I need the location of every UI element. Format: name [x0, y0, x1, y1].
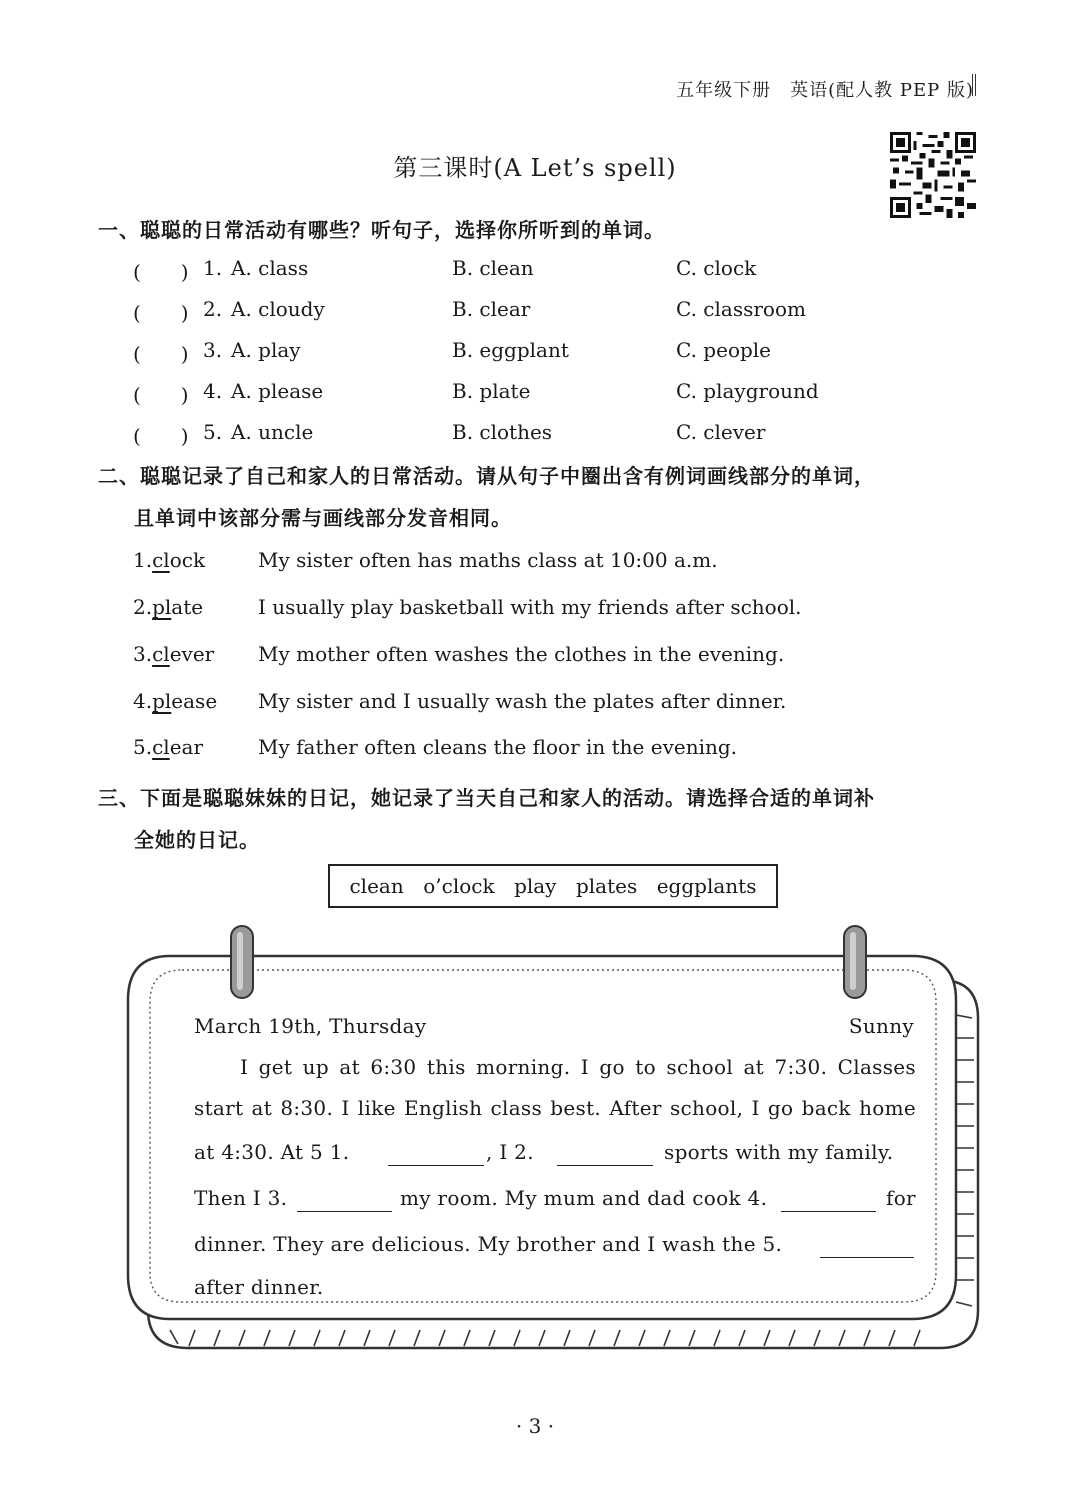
diary-line: start at 8:30. I like English class best. After school, I go back home — [194, 1096, 916, 1120]
option-b: B. clear — [452, 297, 531, 321]
option-a: A. class — [231, 256, 309, 280]
word-bank-item: clean — [349, 874, 404, 898]
example-word: 3.clever — [133, 642, 215, 666]
word-bank-box — [328, 864, 778, 908]
lesson-title: 第三课时(A Let’s spell) — [393, 154, 677, 182]
diary-line: I get up at 6:30 this morning. I go to school at 7:30. Classes — [240, 1055, 916, 1079]
option-c: C. clock — [676, 256, 757, 280]
diary-line: dinner. They are delicious. My brother and I wash the 5. — [194, 1232, 783, 1256]
option-b: B. eggplant — [452, 338, 569, 362]
book-header: 五年级下册 英语(配人教 PEP 版) — [676, 80, 974, 101]
option-a: A. uncle — [231, 420, 314, 444]
word-bank-item: play — [514, 874, 557, 898]
word-bank-item: o’clock — [423, 874, 495, 898]
section2-heading-line2: 且单词中该部分需与画线部分发音相同。 — [134, 506, 512, 530]
diary-line: Then I 3. — [194, 1186, 288, 1210]
section3-heading-line1: 三、下面是聪聪妹妹的日记，她记录了当天自己和家人的活动。请选择合适的单词补 — [98, 786, 875, 810]
word-bank-item: eggplants — [656, 874, 757, 898]
diary-line: at 4:30. At 5 1. — [194, 1140, 350, 1164]
option-c: C. people — [676, 338, 772, 362]
blank-4-input[interactable] — [781, 1193, 876, 1212]
section2-heading-line1: 二、聪聪记录了自己和家人的日常活动。请从句子中圈出含有例词画线部分的单词， — [98, 464, 875, 488]
option-a: A. cloudy — [231, 297, 325, 321]
sentence[interactable]: My father often cleans the floor in the evening. — [258, 735, 738, 759]
example-word: 2.plate — [133, 595, 204, 619]
option-c: C. playground — [676, 379, 819, 403]
diary-line: my room. My mum and dad cook 4. — [400, 1186, 768, 1210]
diary-line: for — [886, 1186, 916, 1210]
blank-1-input[interactable] — [388, 1147, 484, 1166]
word-bank-item: plates — [575, 874, 638, 898]
blank-5-input[interactable] — [820, 1239, 914, 1258]
diary-weather: Sunny — [848, 1014, 914, 1038]
answer-bracket[interactable]: ( ) — [133, 260, 189, 284]
answer-bracket[interactable]: ( ) — [133, 301, 189, 325]
blank-3-input[interactable] — [297, 1193, 392, 1212]
option-a: A. please — [231, 379, 324, 403]
option-b: B. clean — [452, 256, 534, 280]
example-word: 1.clock — [133, 548, 206, 572]
option-b: B. clothes — [452, 420, 553, 444]
item-number: 2. — [203, 297, 223, 321]
diary-line: after dinner. — [194, 1275, 324, 1299]
option-a: A. play — [231, 338, 301, 362]
item-number: 1. — [203, 256, 223, 280]
example-word: 4.please — [133, 689, 218, 713]
answer-bracket[interactable]: ( ) — [133, 383, 189, 407]
sentence[interactable]: My mother often washes the clothes in the evening. — [258, 642, 785, 666]
sentence[interactable]: My sister and I usually wash the plates after dinner. — [258, 689, 787, 713]
option-c: C. clever — [676, 420, 766, 444]
item-number: 3. — [203, 338, 223, 362]
option-c: C. classroom — [676, 297, 806, 321]
sentence[interactable]: I usually play basketball with my friends after school. — [258, 595, 802, 619]
header-bar-mark — [972, 74, 976, 96]
page-number: · 3 · — [515, 1414, 555, 1438]
diary-line: , I 2. — [486, 1140, 534, 1164]
answer-bracket[interactable]: ( ) — [133, 424, 189, 448]
answer-bracket[interactable]: ( ) — [133, 342, 189, 366]
item-number: 4. — [203, 379, 223, 403]
item-number: 5. — [203, 420, 223, 444]
section1-heading: 一、聪聪的日常活动有哪些？听句子，选择你所听到的单词。 — [98, 218, 665, 242]
section3-heading-line2: 全她的日记。 — [134, 828, 260, 852]
diary-line: sports with my family. — [664, 1140, 894, 1164]
option-b: B. plate — [452, 379, 531, 403]
example-word: 5.clear — [133, 735, 204, 759]
sentence[interactable]: My sister often has maths class at 10:00 a.m. — [258, 548, 718, 572]
blank-2-input[interactable] — [557, 1147, 653, 1166]
diary-date: March 19th, Thursday — [194, 1014, 427, 1038]
